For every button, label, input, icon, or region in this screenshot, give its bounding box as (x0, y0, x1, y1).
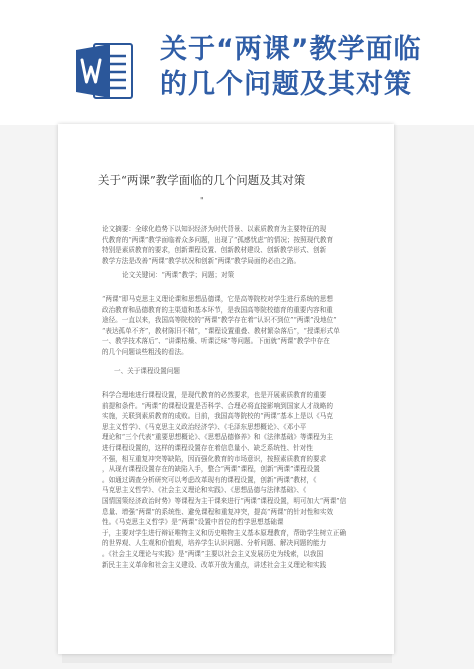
text-line: 马克思主义哲学》、《社会主义理论和实践》、《思想品德与法律基础》、《 (102, 486, 307, 495)
text-line: 一、教学技术落后”、“讲课枯燥、听课泛味”等问题。下面就“两课”教学中存在 (102, 337, 330, 346)
text-line: 特别是素质教育的要求，创新课程设置、创新教材建设、创新教学形式、创新 (102, 246, 327, 255)
text-line: 于，主要对学生进行辩证唯物主义和历史唯物主义基本原理教育，帮助学生树立正确 (102, 528, 346, 537)
quote-mark: " (200, 196, 204, 205)
text-line: 科学合理地进行课程设置，是现代教育的必然要求，也是开展素质教育的重要 (102, 391, 327, 399)
text-line: 论文摘要：全球化趋势下以知识经济为时代背景、以素质教育为主要特征的现 (102, 225, 327, 233)
keywords-line (102, 270, 364, 281)
text-line: 。如通过调查分析研究可以考虑改革现有的课程设置，创新“两课”教材，《 (102, 475, 317, 484)
banner-title (160, 32, 460, 102)
word-document-icon (74, 40, 134, 102)
text-line: 前提和条件。“两课”的课程设置是否科学、合理必将直接影响到国家人才战略的 (102, 401, 333, 410)
text-line: 教学方法是改善“两课”教学状况和创新“两课”教学局面的必由之路。 (102, 256, 301, 265)
text-line: 不强，相互重复冲突等缺陷，因而强化教育的市场意识，按照素质教育的要求 (102, 454, 327, 463)
text-line: 理论和“三个代表”重要思想概论》、《思想品德修养》和《法律基础》等课程为主 (102, 433, 333, 442)
text-line: 代教育的“两课”教学面临着众多问题，出现了“孤感忧虑”的情况；按照现代教育 (102, 235, 334, 244)
text-line: 途径。一直以来，我国高等院校的“两课”教学存在着“认识不到位”“两课”没地位” (102, 316, 337, 325)
text-line: 国情国策经济政治时势》等课程为主干课来进行“两课”课程设置，明可加大“两课”信 (102, 496, 347, 505)
text-line: 新民主主义革命和社会主义建设、改革开放为重点，讲述社会主义理论和实践 (102, 560, 327, 569)
abstract-paragraph (102, 224, 364, 266)
title-banner (0, 0, 474, 125)
intro-paragraph (102, 294, 364, 358)
text-line: 一、关于课程设置问题 (114, 367, 180, 375)
text-line: 进行课程设置的，这样的课程设置存在着信息量小、缺乏系统性、针对性 (102, 443, 313, 452)
text-line: 实施，关联到素质教育的成败。目前，我国高等院校的“两课”基本上是以《马克 (102, 412, 333, 421)
text-line: 的几个问题谈些粗浅的看法。 (102, 347, 188, 356)
text-line: 论文关键词：“两课”教学；问题；对策 (122, 271, 235, 279)
text-line: 政治教育和品德教育的主渠道和基本环节，是我国高等院校德育的重要内容和重 (102, 305, 333, 314)
section-body (102, 390, 364, 570)
text-line: “两课”即马克思主义理论课和思想品德课，它是高等院校对学生进行系统的思想 (102, 295, 333, 303)
text-line: 的世界观、人生观和价值观，培养学生认识问题、分析问题、解决问题的能力 (102, 539, 327, 548)
text-line: 息量、增强“两课”的系统性、避免课程和重复冲突，提高“两课”的针对性和实效 (102, 507, 334, 516)
text-line: ，从现有课程设置存在的缺陷入手，整合“两课”课程，创新“两课”课程设置 (102, 465, 320, 474)
banner-title-line: 关于“两课”教学面临 (160, 34, 422, 65)
text-line: 思主义哲学》、《马克思主义政治经济学》、《毛泽东思想概论》、《邓小平 (102, 422, 307, 431)
document-page (58, 124, 394, 654)
text-line: “表达孤单不齐”，教材陈旧不精”，“课程设置重叠、教材繁杂落后”，“授课形式单 (102, 326, 340, 335)
banner-title-line: 的几个问题及其对策 (160, 69, 412, 100)
section-heading (102, 366, 364, 377)
text-line: 性。《马克思主义哲学》是“两课”设置中首位的哲学思想基础课 (102, 518, 284, 527)
document-title: 关于“两课”教学面临的几个问题及其对策 (98, 173, 306, 187)
text-line: 。《社会主义理论与实践》是“两课”主要以社会主义发展历史为线索，以我国 (102, 549, 324, 558)
